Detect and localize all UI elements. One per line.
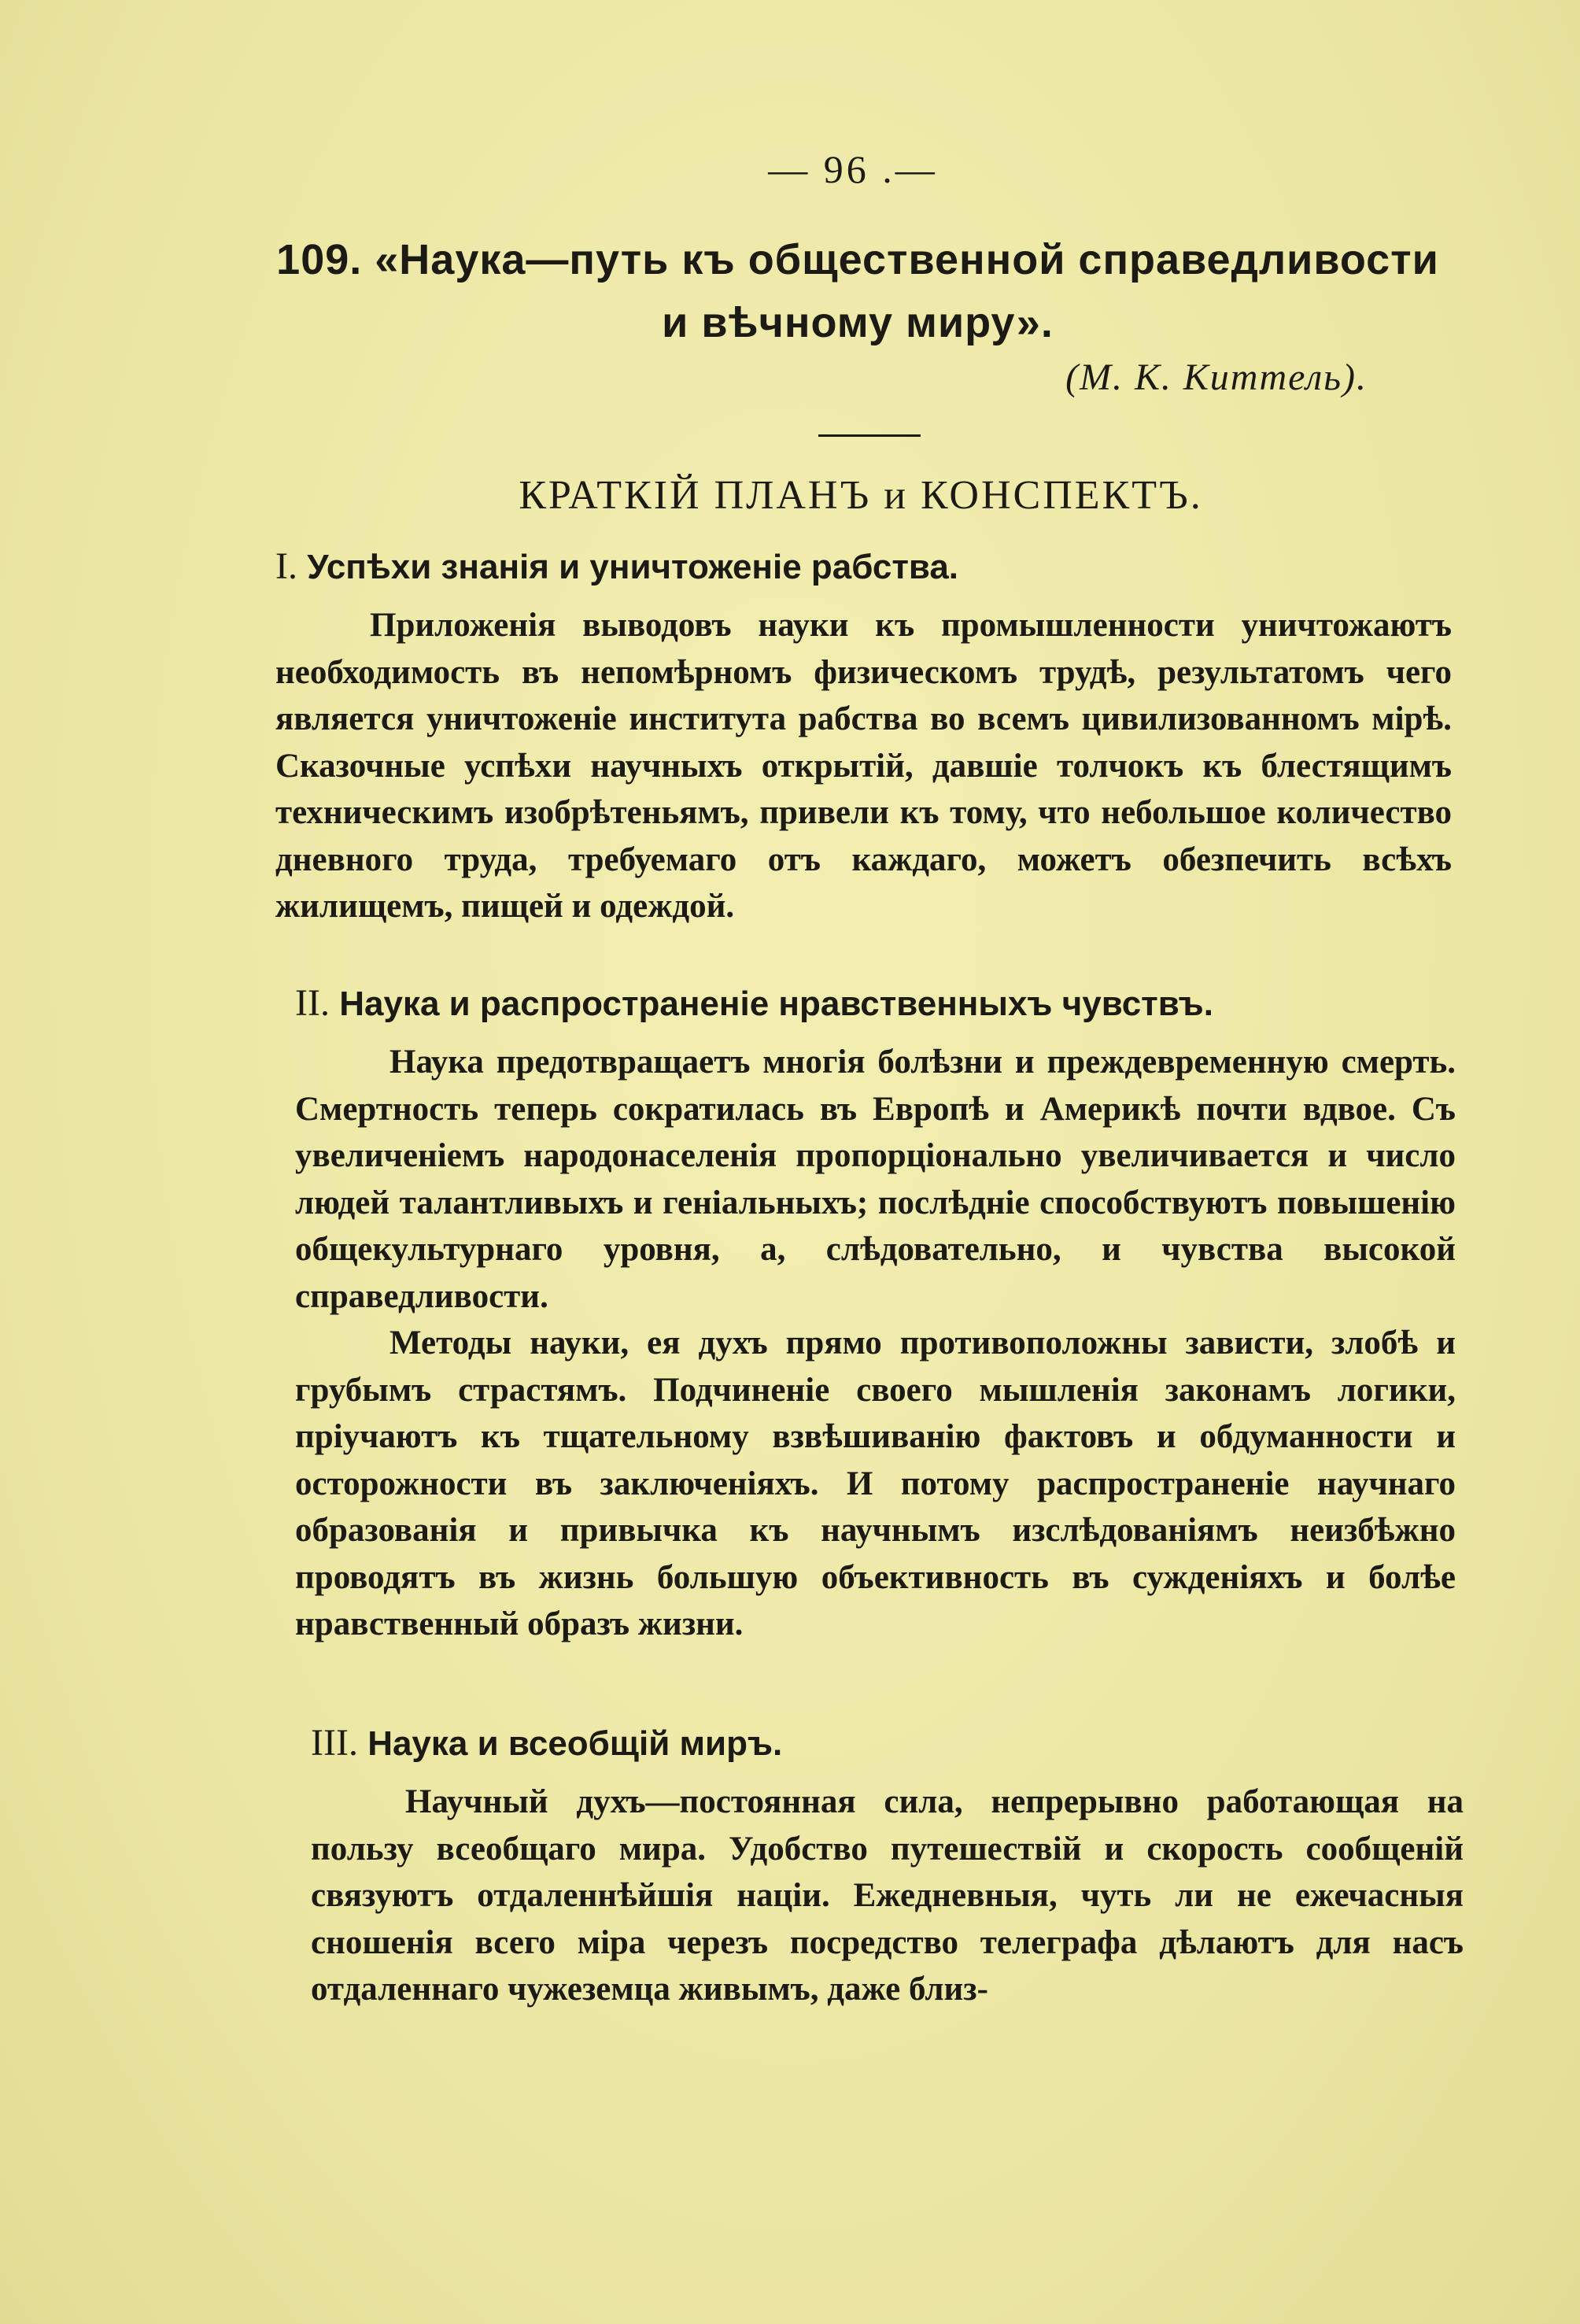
- section-number: II.: [295, 982, 330, 1024]
- page-number: — 96 .—: [768, 147, 938, 191]
- section-title: Наука и распространеніе нравственныхъ чувствъ.: [339, 985, 1213, 1023]
- article-title: 109. «Наука—путь къ общественной справедливости и вѣчному миру».: [276, 236, 1439, 346]
- section-title: Успѣхи знанія и уничтоженіе рабства.: [307, 548, 959, 586]
- author: (М. К. Киттель).: [1065, 357, 1368, 398]
- section-number: III.: [311, 1722, 358, 1764]
- section-title: Наука и всеобщій миръ.: [367, 1724, 783, 1763]
- paragraph: Научный духъ—постоянная сила, непрерывно работающая на пользу всеобщаго мира. Удобство путешествій и скорость сообщеній связуютъ отдаленнѣйшія націи. Ежедневныя, чуть ли не ежечасныя сношенія всего міра черезъ посредство телеграфа дѣлаютъ для насъ отдаленнаго чужеземца живымъ, даже близ-: [311, 1783, 1464, 2008]
- section-heading: [295, 980, 1456, 1028]
- section-3: [311, 1720, 1464, 2013]
- paragraph: Методы науки, ея духъ прямо противоположны зависти, злобѣ и грубымъ страстямъ. Подчиненіе своего мышленія законамъ логики, пріучаютъ къ тщательному взвѣшиванію фактовъ и обдуманности и осторожности въ заключеніяхъ. И потому распространеніе научнаго образованія и привычка къ научнымъ изслѣдованіямъ неизбѣжно проводятъ въ жизнь большую объективность въ сужденіяхъ и болѣе нравственный образъ жизни.: [295, 1325, 1456, 1642]
- section-heading: [311, 1720, 1464, 1768]
- paragraph: Наука предотвращаетъ многія болѣзни и преждевременную смерть. Смертность теперь сократилась въ Европѣ и Америкѣ почти вдвое. Съ увеличеніемъ народонаселенія пропорціонально увеличивается и число людей талантливыхъ и геніальныхъ; послѣдніе способствуютъ повышенію общекультурнаго уровня, а, слѣдовательно, и чувства высокой справедливости.: [295, 1044, 1456, 1315]
- section-heading: [275, 543, 1452, 591]
- divider-rule: [818, 434, 921, 437]
- plan-heading: КРАТКІЙ ПЛАНЪ и КОНСПЕКТЪ.: [519, 473, 1203, 518]
- paragraph: Приложенія выводовъ науки къ промышленности уничтожаютъ необходимость въ непомѣрномъ физическомъ трудѣ, результатомъ чего является уничтоженіе института рабства во всемъ цивилизованномъ мірѣ. Сказочные успѣхи научныхъ открытій, давшіе толчокъ къ блестящимъ техническимъ изобрѣтеньямъ, привели къ тому, что небольшое количество дневного труда, требуемаго отъ каждаго, можетъ обезпечить всѣхъ жилищемъ, пищей и одеждой.: [275, 607, 1452, 925]
- section-number: I.: [275, 545, 297, 587]
- section-1: [275, 543, 1452, 930]
- section-2: [295, 980, 1456, 1648]
